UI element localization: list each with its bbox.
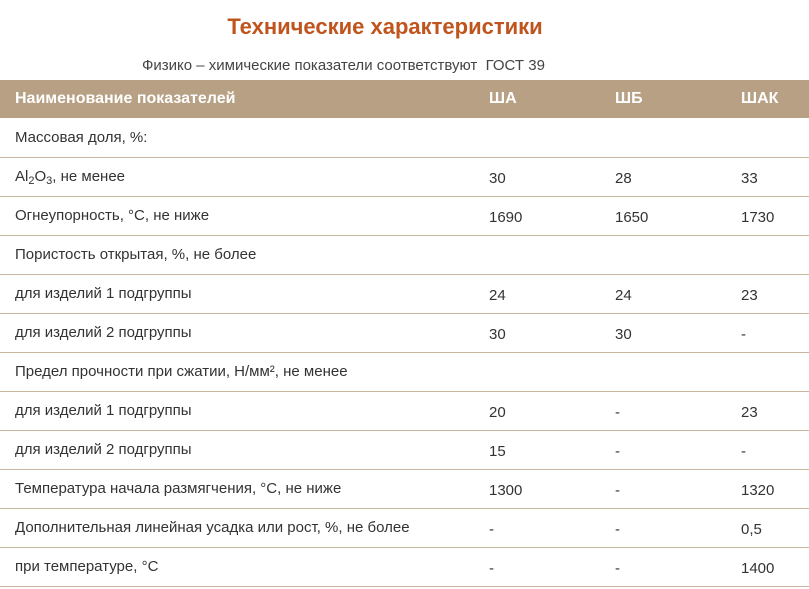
row-label: для изделий 1 подгруппы: [0, 274, 489, 313]
cell-shb: 30: [615, 313, 741, 352]
row-label: Дополнительная линейная усадка или рост, %, не более: [0, 508, 489, 547]
row-label: Температура начала размягчения, °С, не ниже: [0, 469, 489, 508]
header-shb: ШБ: [615, 90, 643, 107]
cell-sha: 20: [489, 391, 615, 430]
cell-shak: -: [741, 430, 809, 469]
table-row: [0, 352, 809, 391]
row-label: для изделий 1 подгруппы: [0, 391, 489, 430]
cell-shak: 1400: [741, 547, 809, 586]
cell-shak: 0,5: [741, 508, 809, 547]
cell-shak: 23: [741, 274, 809, 313]
header-sha: ША: [489, 90, 517, 107]
cell-sha: 1300: [489, 469, 615, 508]
page-subtitle: Физико – химические показатели соответствуют ГОСТ 39: [142, 57, 545, 74]
cell-shb: -: [615, 508, 741, 547]
cell-sha: -: [489, 508, 615, 547]
cell-shb: -: [615, 430, 741, 469]
row-label: Массовая доля, %:: [0, 118, 489, 157]
table-row: [0, 469, 809, 508]
al2o3-formula: $Al_2O_3$, не менее: [15, 168, 126, 187]
table-row: [0, 118, 809, 157]
table-row: [0, 391, 809, 430]
cell-shb: -: [615, 469, 741, 508]
cell-shb: [615, 235, 741, 274]
header-shak: ШАК: [741, 90, 779, 107]
table-row: [0, 313, 809, 352]
row-label: для изделий 2 подгруппы: [0, 430, 489, 469]
specs-table: [0, 80, 809, 587]
cell-sha: [489, 118, 615, 157]
cell-shb: [615, 352, 741, 391]
cell-shak: 33: [741, 157, 809, 196]
header-name: Наименование показателей: [15, 90, 236, 107]
row-label: [0, 157, 489, 196]
row-label: Огнеупорность, °С, не ниже: [0, 196, 489, 235]
cell-sha: -: [489, 547, 615, 586]
cell-sha: 30: [489, 313, 615, 352]
cell-shak: -: [741, 313, 809, 352]
cell-shb: -: [615, 391, 741, 430]
cell-shak: [741, 352, 809, 391]
cell-shb: 24: [615, 274, 741, 313]
table-row: [0, 196, 809, 235]
table-header-row: [0, 80, 809, 118]
table-row: [0, 274, 809, 313]
table-row: [0, 235, 809, 274]
row-label: для изделий 2 подгруппы: [0, 313, 489, 352]
cell-shb: -: [615, 547, 741, 586]
cell-shb: 28: [615, 157, 741, 196]
cell-sha: 15: [489, 430, 615, 469]
row-label: при температуре, °С: [0, 547, 489, 586]
cell-sha: [489, 352, 615, 391]
cell-shak: 23: [741, 391, 809, 430]
cell-sha: [489, 235, 615, 274]
cell-sha: 30: [489, 157, 615, 196]
table-row: [0, 430, 809, 469]
cell-sha: 1690: [489, 196, 615, 235]
table-row: [0, 508, 809, 547]
table-row: [0, 547, 809, 586]
row-label: Пористость открытая, %, не более: [0, 235, 489, 274]
cell-shak: 1730: [741, 196, 809, 235]
cell-shak: [741, 118, 809, 157]
table-row: [0, 157, 809, 196]
cell-shb: 1650: [615, 196, 741, 235]
row-label: Предел прочности при сжатии, Н/мм², не менее: [0, 352, 489, 391]
cell-shb: [615, 118, 741, 157]
cell-shak: [741, 235, 809, 274]
cell-sha: 24: [489, 274, 615, 313]
page-title: Технические характеристики: [227, 14, 543, 39]
cell-shak: 1320: [741, 469, 809, 508]
